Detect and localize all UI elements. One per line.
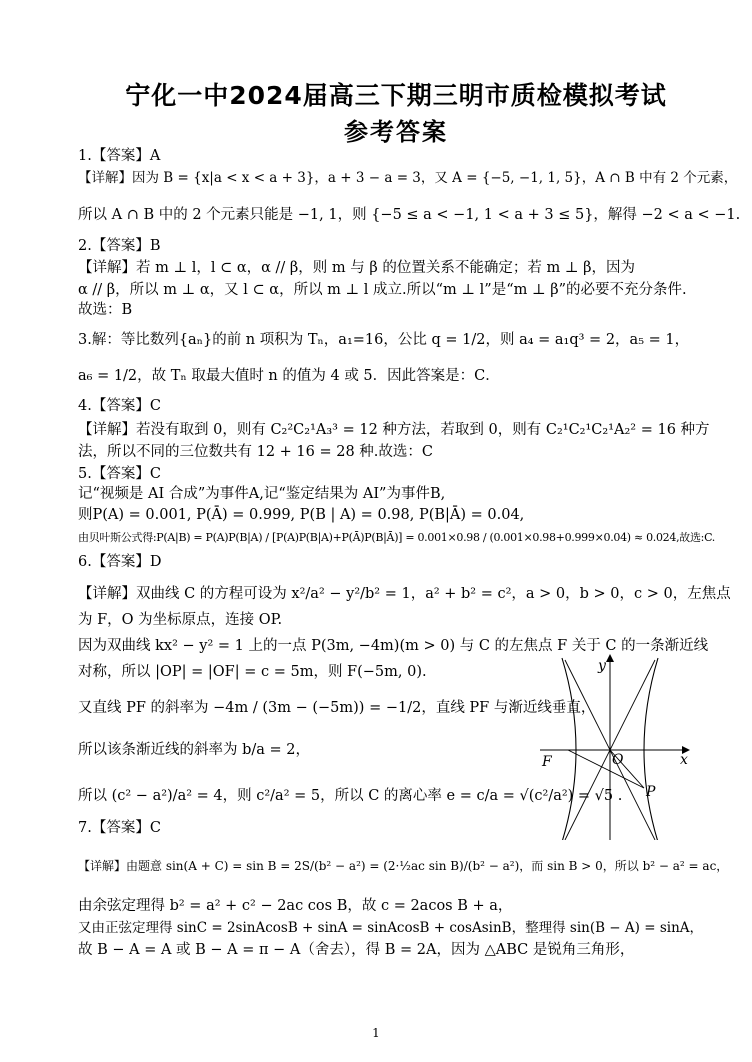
answer-5-heading: 5.【答案】C: [78, 466, 161, 482]
answer-2-conclusion: 故选：B: [78, 302, 133, 318]
document-title: 宁化一中2024届高三下期三明市质检模拟考试: [125, 81, 667, 110]
answer-5-line-1: 记“视频是 AI 合成”为事件A,记“鉴定结果为 AI”为事件B,: [78, 486, 446, 502]
answer-6-detail-line-1: 【详解】双曲线 C 的方程可设为 x²/a² − y²/b² = 1，a² + b² = c²，a > 0，b > 0，c > 0，左焦点: [78, 586, 731, 602]
answer-2-detail-line-2: α // β，所以 m ⊥ α，又 l ⊂ α，所以 m ⊥ l 成立.所以“m ⊥ l”是“m ⊥ β”的必要不充分条件.: [78, 282, 687, 298]
answer-6-detail-line-2: 为 F，O 为坐标原点，连接 OP.: [78, 612, 283, 628]
answer-6-detail-line-6: 所以该条渐近线的斜率为 b/a = 2，: [78, 742, 311, 758]
hyperbola-left-branch: [562, 658, 576, 840]
y-axis-arrow: [606, 654, 614, 662]
answer-2-detail-line-1: 【详解】若 m ⊥ l，l ⊂ α，α // β，则 m 与 β 的位置关系不能确定；若 m ⊥ β，因为: [78, 260, 635, 276]
document-subtitle: 参考答案: [344, 118, 448, 146]
point-f-label: F: [542, 754, 552, 770]
answer-3-line-1: 3.解：等比数列{aₙ}的前 n 项积为 Tₙ，a₁=16，公比 q = 1/2，则 a₄ = a₁q³ = 2，a₅ = 1，: [78, 332, 690, 348]
answer-4-detail-line-2: 法，所以不同的三位数共有 12 + 16 = 28 种.故选：C: [78, 444, 434, 460]
answer-5-line-2: 则P(A) = 0.001, P(Ā) = 0.999, P(B | A) = 0.98, P(B|Ā) = 0.04,: [78, 507, 525, 523]
segment-fp: [568, 750, 644, 788]
hyperbola-right-branch: [644, 658, 658, 840]
answer-1-heading: 1.【答案】A: [78, 148, 161, 164]
answer-7-heading: 7.【答案】C: [78, 820, 161, 836]
x-axis-label: x: [680, 752, 688, 768]
answer-1-detail-line-1: 【详解】因为 B = {x|a < x < a + 3}，a + 3 − a = 3，又 A = {−5, −1, 1, 5}，A ∩ B 中有 2 个元素，: [78, 170, 738, 186]
answer-5-bayes-formula: 由贝叶斯公式得:P(A|B) = P(A)P(B|A) / [P(A)P(B|A)+P(Ā)P(B|Ā)] = 0.001×0.98 / (0.001×0.98+0.999×0.04) ≈ 0.024,故选:C.: [78, 531, 716, 544]
answer-7-detail-line-3: 又由正弦定理得 sinC = 2sinAcosB + sinA = sinAcosB + cosAsinB，整理得 sin(B − A) = sinA，: [78, 920, 704, 936]
answer-7-detail-line-2: 由余弦定理得 b² = a² + c² − 2ac cos B，故 c = 2acos B + a，: [78, 898, 513, 914]
answer-6-detail-line-5: 又直线 PF 的斜率为 −4m / (3m − (−5m)) = −1/2，直线 PF 与渐近线垂直，: [78, 700, 596, 716]
answer-6-detail-line-3: 因为双曲线 kx² − y² = 1 上的一点 P(3m, −4m)(m > 0) 与 C 的左焦点 F 关于 C 的一条渐近线: [78, 638, 709, 654]
origin-label: O: [612, 752, 624, 768]
answer-2-heading: 2.【答案】B: [78, 238, 161, 254]
answer-6-heading: 6.【答案】D: [78, 554, 162, 570]
answer-4-heading: 4.【答案】C: [78, 398, 161, 414]
answer-4-detail-line-1: 【详解】若没有取到 0，则有 C₂²C₂¹A₃³ = 12 种方法，若取到 0，则有 C₂¹C₂¹C₂¹A₂² = 16 种方: [78, 422, 710, 438]
hyperbola-figure: [540, 650, 690, 840]
answer-7-detail-line-1: 【详解】由题意 sin(A + C) = sin B = 2S/(b² − a²) = (2·½ac sin B)/(b² − a²)，而 sin B > 0，所以 b² − a² = ac，: [78, 859, 729, 873]
answer-6-detail-line-7: 所以 (c² − a²)/a² = 4，则 c²/a² = 5，所以 C 的离心率 e = c/a = √(c²/a²) = √5 .: [78, 788, 623, 804]
answer-1-detail-line-2: 所以 A ∩ B 中的 2 个元素只能是 −1, 1，则 {−5 ≤ a < −1, 1 < a + 3 ≤ 5}，解得 −2 < a < −1.: [78, 207, 741, 223]
y-axis-label: y: [598, 658, 606, 674]
page-number: 1: [372, 1026, 380, 1040]
point-p-label: P: [646, 784, 656, 800]
answer-6-detail-line-4: 对称，所以 |OP| = |OF| = c = 5m，则 F(−5m, 0).: [78, 664, 427, 680]
answer-7-detail-line-4: 故 B − A = A 或 B − A = π − A（舍去），得 B = 2A，因为 △ABC 是锐角三角形，: [78, 942, 635, 958]
answer-3-line-2: a₆ = 1/2，故 Tₙ 取最大值时 n 的值为 4 或 5．因此答案是：C．: [78, 368, 500, 384]
